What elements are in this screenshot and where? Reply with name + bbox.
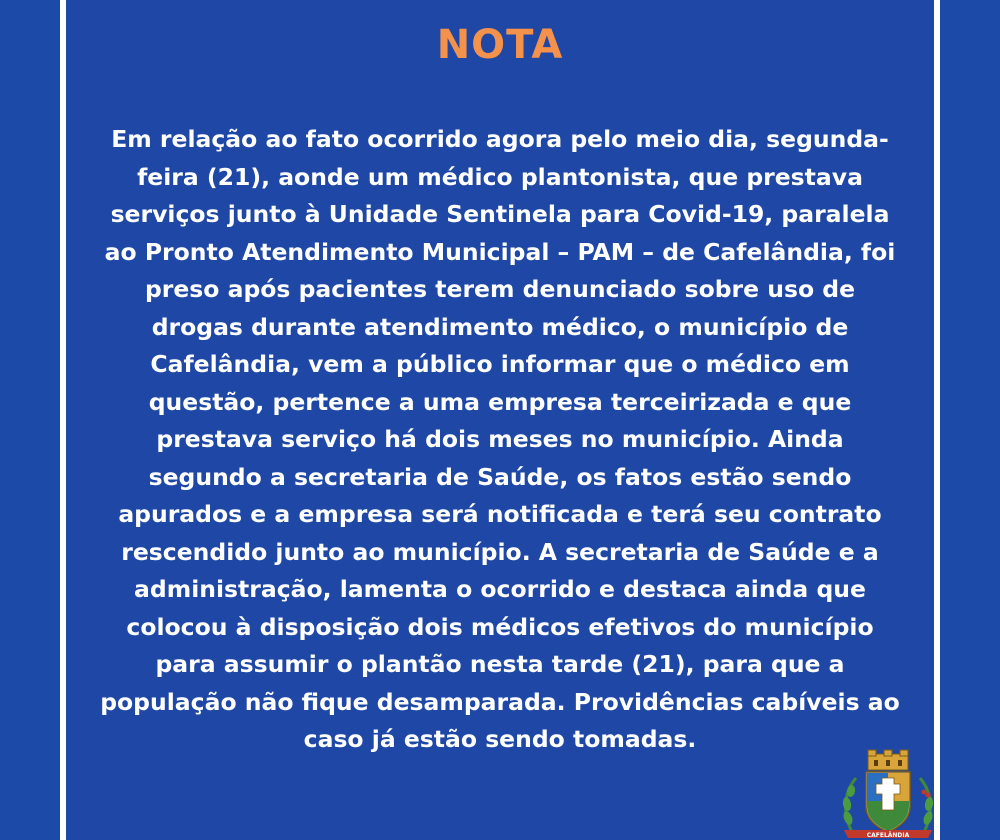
notice-title: NOTA xyxy=(436,22,564,68)
notice-body: Em relação ao fato ocorrido agora pelo meio dia, segunda-feira (21), aonde um médico plantonista, que prestava serviços junto à Unidade Sentinela para Covid-19, paralela ao Pronto Atendimento Municipal – PAM – de Cafelândia, foi preso após pacientes terem denunciado sobre uso de drogas durante atendimento médico, o município de Cafelândia, vem a público informar que o médico em questão, pertence a uma empresa terceirizada e que prestava serviço há dois meses no município. Ainda segundo a secretaria de Saúde, os fatos estão sendo apurados e a empresa será notificada e terá seu contrato rescendido junto ao município. A secretaria de Saúde e a administração, lamenta o ocorrido e destaca ainda que colocou à disposição dois médicos efetivos do município para assumir o plantão nesta tarde (21), para que a população não fique desamparada. Providências cabíveis ao caso já estão sendo tomadas. xyxy=(100,125,900,753)
right-frame-line xyxy=(934,0,940,840)
notice-panel xyxy=(66,0,934,840)
municipal-coat-of-arms-icon xyxy=(838,748,938,840)
crest-banner-text: CAFELÂNDIA xyxy=(866,832,910,839)
